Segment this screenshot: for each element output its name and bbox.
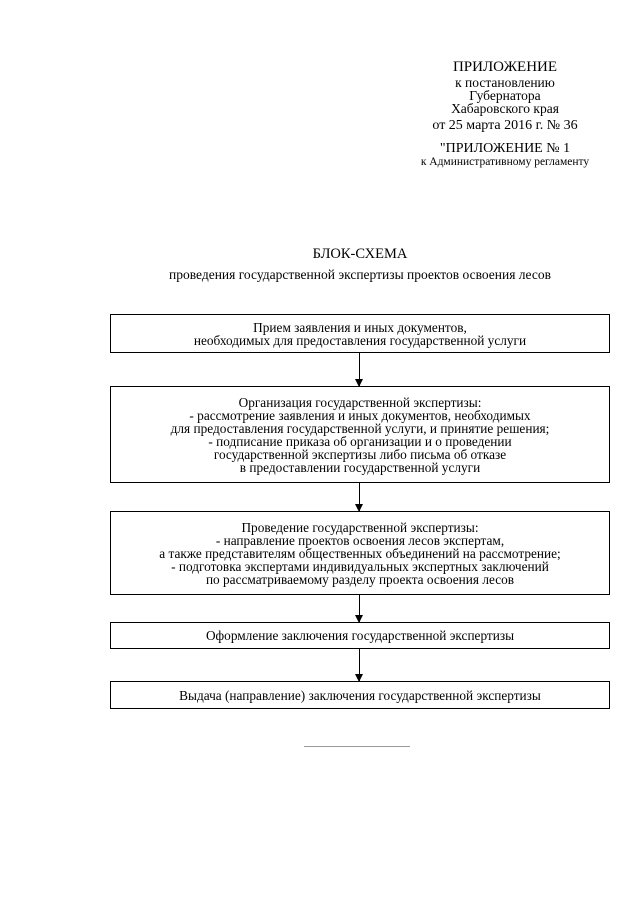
flow-step-3-line: - направление проектов освоения лесов экспертам, <box>215 532 505 548</box>
flow-step-1 <box>110 314 610 353</box>
flow-step-3-line: - подготовка экспертами индивидуальных экспертных заключений <box>171 558 549 574</box>
appendix-line-governor: Губернатора <box>469 88 541 103</box>
flow-step-2-line: - подписание приказа об организации и о проведении <box>208 433 512 449</box>
document-title: БЛОК-СХЕМА <box>312 246 408 262</box>
appendix-line-region: Хабаровского края <box>451 101 559 116</box>
flow-step-5-line: Выдача (направление) заключения государственной экспертизы <box>179 687 541 703</box>
footer-separator <box>304 746 410 747</box>
flow-step-2-line: государственной экспертизы либо письма об отказе <box>213 446 507 462</box>
document-subtitle: проведения государственной экспертизы проектов освоения лесов <box>169 267 551 282</box>
flow-step-3-line: по рассматриваемому разделу проекта освоения лесов <box>205 571 515 587</box>
flow-step-4-line: Оформление заключения государственной экспертизы <box>205 628 515 643</box>
flow-arrow-1 <box>359 353 360 386</box>
flow-step-2-line: - рассмотрение заявления и иных документов, необходимых <box>189 407 531 423</box>
flow-step-3-line: Проведение государственной экспертизы: <box>241 519 479 535</box>
appendix-reglament: к Административному регламенту <box>420 156 590 168</box>
flow-step-1-line: необходимых для предоставления государственной услуги <box>193 332 527 348</box>
flow-arrow-2 <box>359 483 360 511</box>
appendix-header <box>396 58 614 169</box>
flow-arrow-3 <box>359 595 360 622</box>
flow-step-3-line: а также представителям общественных объединений на рассмотрение; <box>159 545 561 561</box>
flow-step-3 <box>110 511 610 595</box>
flow-step-4 <box>110 622 610 649</box>
flow-step-2 <box>110 386 610 483</box>
flow-step-2-line: Организация государственной экспертизы: <box>238 394 482 410</box>
flow-step-2-line: для предоставления государственной услуги, и принятие решения; <box>170 420 550 436</box>
flow-step-2-line: в предоставлении государственной услуги <box>239 459 481 475</box>
appendix-date: от 25 марта 2016 г. № 36 <box>432 118 578 133</box>
flow-step-5 <box>110 681 610 709</box>
appendix-line-resolution: к постановлению <box>455 75 555 90</box>
flow-step-1-line: Прием заявления и иных документов, <box>253 319 467 335</box>
appendix-title: ПРИЛОЖЕНИЕ <box>452 59 558 75</box>
flow-arrow-4 <box>359 649 360 681</box>
document-heading <box>100 246 620 283</box>
appendix-number: "ПРИЛОЖЕНИЕ № 1 <box>439 141 571 156</box>
